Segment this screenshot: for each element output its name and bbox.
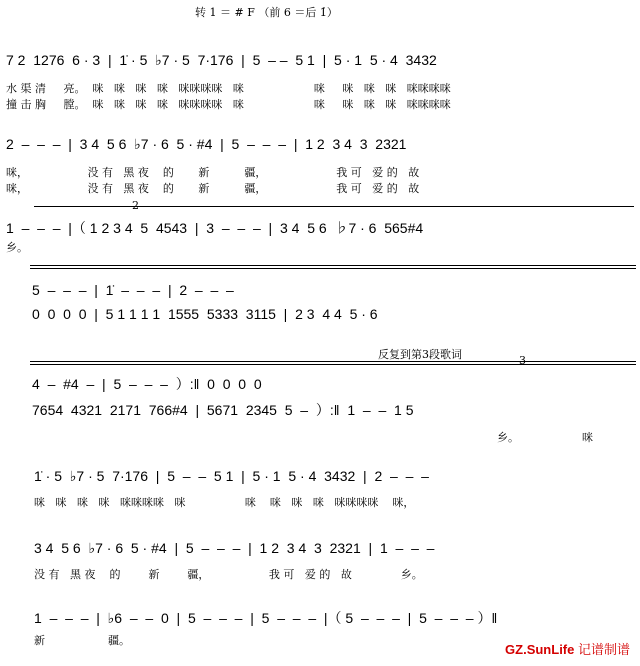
score-row-2-lyric-verse-2: 咪， 没 有 黑 夜 的 新 疆， 我 可 爱 的 故 (6, 182, 420, 195)
score-row-2-notes: 2 – – – | 3 4 5 6 ♭7 · 6 5 · #4 | 5 – – – | 1 2 3 4 3 2321 (6, 136, 407, 152)
score-row-5-upper-notes: 4 – #4 – | 5 – – – ）:‖ 0 0 0 0 (32, 376, 262, 392)
score-row-4-upper-notes: 5 – – – | 1̇ – – – | 2 – – – (32, 282, 234, 298)
score-row-3-notes: 1 – – – |（ 1 2 3 4 5 4543 | 3 – – – | 3 4 5 6 ♭7 · 6 565#4 (6, 220, 424, 236)
volta-line (34, 206, 634, 207)
score-row-3-lyric: 乡。 (6, 241, 28, 254)
score-row-1-notes: 7 2 1276 6 · 3 | 1̇ · 5 ♭7 · 5 7·176 | 5 – – 5 1 | 5 · 1 5 · 4 3432 (6, 52, 437, 68)
brand-name: GZ.SunLife (505, 642, 575, 657)
staff-line (30, 364, 636, 365)
key-change-annotation: 转 1 ＝ # F （前 6 ＝后 1̇） (195, 6, 338, 19)
score-row-7-lyric: 没 有 黑 夜 的 新 疆， 我 可 爱 的 故 乡。 (34, 568, 423, 581)
score-row-2-lyric-verse-1: 咪， 没 有 黑 夜 的 新 疆， 我 可 爱 的 故 (6, 166, 420, 179)
score-row-5-lyric: 乡。 咪 (497, 431, 593, 444)
volta-2-label: 2 (132, 199, 139, 212)
score-row-8-lyric: 新 疆。 (34, 634, 130, 647)
volta-3-label: 3 (519, 354, 526, 367)
score-row-6-lyric: 咪 咪 咪 咪 咪咪咪咪 咪 咪 咪 咪 咪 咪咪咪咪 咪， (34, 496, 415, 509)
brand-watermark (505, 639, 630, 658)
score-row-4-lower-notes: 0 0 0 0 | 5 1 1 1 1 1555 5333 3115 | 2 3 4 4 5 · 6 (32, 306, 378, 322)
staff-line (30, 268, 636, 269)
score-row-8-notes: 1 – – – | ♭6 – – 0 | 5 – – – | 5 – – – |（ 5 – – – | 5 – – – ）‖ (34, 610, 498, 626)
score-row-5-lower-notes: 7654 4321 2171 766#4 | 5671 2345 5 – ）:‖ 1 – – 1 5 (32, 402, 414, 418)
staff-line (30, 265, 636, 266)
staff-line (30, 361, 636, 362)
repeat-annotation: 反复到第3段歌词 (378, 348, 462, 361)
brand-suffix: 记谱制谱 (574, 642, 630, 657)
score-row-1-lyric-verse-1: 水 渠 清 亮。 咪 咪 咪 咪 咪咪咪咪 咪 咪 咪 咪 咪 咪咪咪咪 (6, 82, 451, 95)
score-row-7-notes: 3 4 5 6 ♭7 · 6 5 · #4 | 5 – – – | 1 2 3 4 3 2321 | 1 – – – (34, 540, 435, 556)
score-row-1-lyric-verse-2: 撞 击 胸 膛。 咪 咪 咪 咪 咪咪咪咪 咪 咪 咪 咪 咪 咪咪咪咪 (6, 98, 451, 111)
score-row-6-notes: 1̇ · 5 ♭7 · 5 7·176 | 5 – – 5 1 | 5 · 1 5 · 4 3432 | 2 – – – (34, 468, 429, 484)
